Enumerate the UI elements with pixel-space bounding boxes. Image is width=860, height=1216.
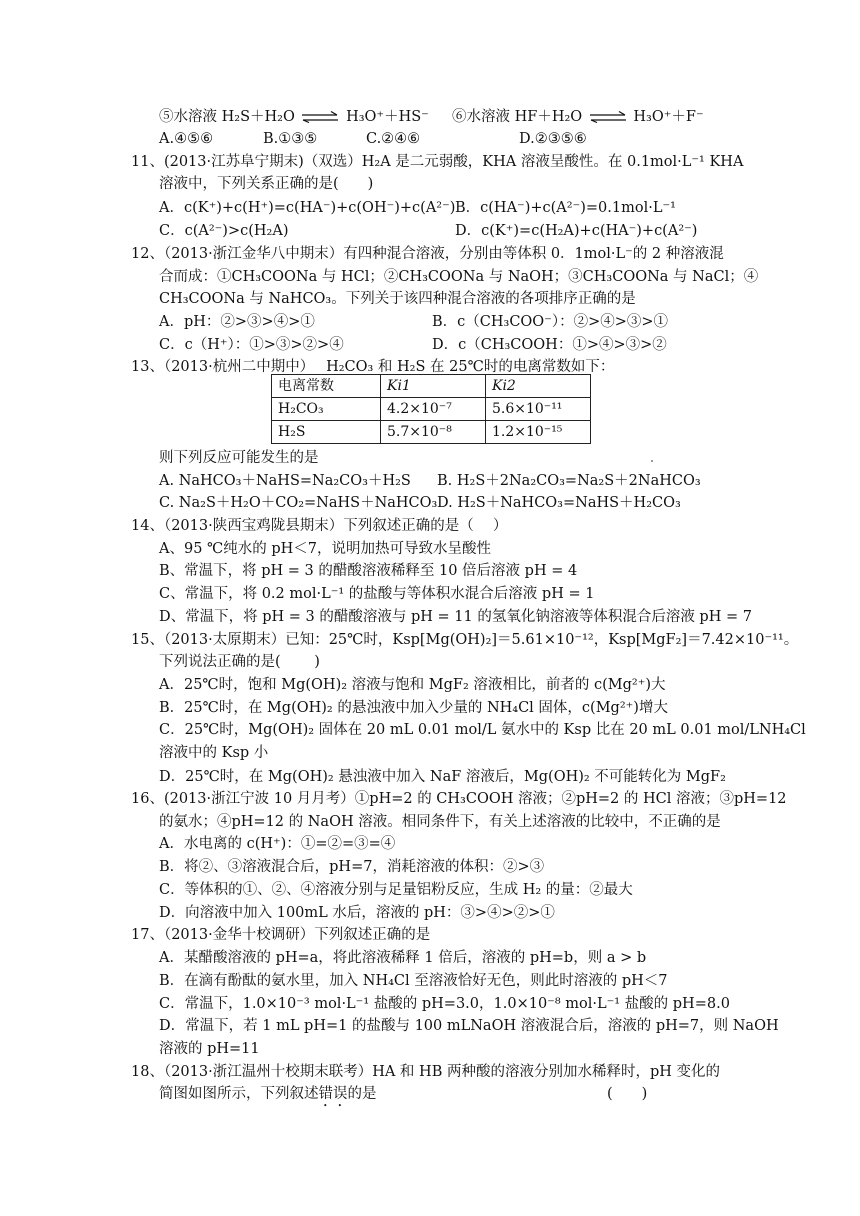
q17-option-d-cont: 溶液的 pH=11 [159,1041,260,1057]
stray-dot [651,460,653,462]
q13-stem: 13、（2013·杭州二中期中） H₂CO₃ 和 H₂S 在 25℃时的电离常数如下： [131,359,615,375]
q11-stem: 11、(2013·江苏阜宁期末)（双选）H₂A 是二元弱酸，KHA 溶液呈酸性。在 0.1mol·L⁻¹ KHA [131,154,744,170]
q11-option-a: A．c(K⁺)+c(H⁺)=c(HA⁻)+c(OH⁻)+c(A²⁻) [159,200,456,216]
q17-option-a: A．某醋酸溶液的 pH=a，将此溶液稀释 1 倍后，溶液的 pH=b，则 a > b [159,950,647,966]
table-cell: 5.6×10⁻¹¹ [486,398,591,421]
table-cell: 1.2×10⁻¹⁵ [486,421,591,444]
table-header-cell: Ki2 [486,375,591,398]
q17-option-d: D．常温下，若 1 mL pH=1 的盐酸与 100 mLNaOH 溶液混合后，溶液的 pH=7，则 NaOH [159,1018,779,1034]
q16-option-a: A．水电离的 c(H⁺)：①=②=③=④ [159,836,396,852]
equilibrium-arrow-icon [301,111,339,123]
table-cell: H₂CO₃ [272,398,381,421]
q17-option-c: C．常温下，1.0×10⁻³ mol·L⁻¹ 盐酸的 pH=3.0，1.0×10⁻⁸ mol·L⁻¹ 盐酸的 pH=8.0 [159,996,730,1012]
q13-option-c: C. Na₂S＋H₂O＋CO₂=NaHS＋NaHCO₃ [159,495,438,511]
q15-option-d: D．25℃时，在 Mg(OH)₂ 悬浊液中加入 NaF 溶液后，Mg(OH)₂ 不可能转化为 MgF₂ [159,769,726,785]
q15-option-c-cont: 溶液中的 Ksp 小 [159,745,269,761]
q18-text-end: 的是 [347,1086,377,1102]
q17-option-b: B．在滴有酚酞的氨水里，加入 NH₄Cl 至溶液恰好无色，则此时溶液的 pH＜7 [159,973,668,989]
q15-stem: 15、（2013·太原期末）已知：25℃时，Ksp[Mg(OH)₂]＝5.61×10⁻¹²，Ksp[MgF₂]＝7.42×10⁻¹¹。 [131,632,799,648]
q11-stem-cont: 溶液中，下列关系正确的是( ) [159,176,374,192]
answer-parentheses: ( ) [607,1086,648,1102]
table-row [272,421,591,444]
q15-option-b: B．25℃时，在 Mg(OH)₂ 的悬浊液中加入少量的 NH₄Cl 固体，c(Mg²⁺)增大 [159,700,668,716]
table-cell: 5.7×10⁻⁸ [381,421,486,444]
q16-stem-cont: 的氨水；④pH=12 的 NaOH 溶液。相同条件下，有关上述溶液的比较中，不正确的是 [159,814,721,830]
q12-option-a: A．pH：②>③>④>① [159,314,315,330]
q17-stem: 17、（2013·金华十校调研）下列叙述正确的是 [131,927,431,943]
table-cell: 4.2×10⁻⁷ [381,398,486,421]
table-header-row [272,375,591,398]
reaction-5-left: ⑤水溶液 H₂S＋H₂O [159,109,295,125]
q14-stem: 14、（2013·陕西宝鸡陇县期末）下列叙述正确的是（ ） [131,518,508,534]
q11-option-b: B．c(HA⁻)+c(A²⁻)=0.1mol·L⁻¹ [455,200,676,216]
q18-stem-cont [159,1083,377,1110]
q15-option-c: C．25℃时，Mg(OH)₂ 固体在 20 mL 0.01 mol/L 氨水中的 Ksp 比在 20 mL 0.01 mol/LNH₄Cl [159,722,806,738]
option-d: D.②③⑤⑥ [519,131,587,147]
q18-text: 简图如图所示，下列叙述 [159,1086,319,1102]
q16-option-d: D．向溶液中加入 100mL 水后，溶液的 pH：③>④>②>① [159,905,555,921]
reaction-5-right: H₃O⁺＋HS⁻ [346,109,429,125]
reaction-6-left: ⑥水溶液 HF＋H₂O [452,109,583,125]
table-header-cell: Ki1 [381,375,486,398]
option-c: C.②④⑥ [366,131,421,147]
q13-option-d: D. H₂S＋NaHCO₃=NaHS＋H₂CO₃ [437,495,681,511]
reaction-line-6 [452,106,704,128]
q12-option-d: D．c（CH₃COOH：①>④>③>② [432,337,667,353]
q12-stem: 12、（2013·浙江金华八中期末）有四种混合溶液，分别由等体积 0．1mol·L⁻的 2 种溶液混 [131,246,724,262]
q11-option-d: D．c(K⁺)=c(H₂A)+c(HA⁻)+c(A²⁻) [455,223,698,239]
q16-option-c: C．等体积的①、②、④溶液分别与足量铝粉反应，生成 H₂ 的量：②最大 [159,882,633,898]
reaction-6-right: H₃O⁺＋F⁻ [633,109,704,125]
table-header-cell: 电离常数 [272,375,381,398]
q12-option-c: C．c（H⁺）：①>③>②>④ [159,337,344,353]
option-b: B.①③⑤ [263,131,318,147]
q16-option-b: B．将②、③溶液混合后，pH=7，消耗溶液的体积：②>③ [159,859,545,875]
emphasis-text: 错误 [318,1086,348,1102]
q13-question: 则下列反应可能发生的是 [159,450,319,466]
q18-stem: 18、（2013·浙江温州十校期末联考）HA 和 HB 两种酸的溶液分别加水稀释时，pH 变化的 [131,1064,720,1080]
q12-stem-cont: 合而成：①CH₃COONa 与 HCl；②CH₃COONa 与 NaOH；③CH₃COONa 与 NaCl；④ [159,269,759,285]
q14-option-d: D、常温下，将 pH = 3 的醋酸溶液与 pH = 11 的氢氧化钠溶液等体积混合后溶液 pH = 7 [159,609,752,625]
q14-option-c: C、常温下，将 0.2 mol·L⁻¹ 的盐酸与等体积水混合后溶液 pH = 1 [159,586,595,602]
q11-option-c: C．c(A²⁻)>c(H₂A) [159,223,289,239]
q16-stem: 16、(2013·浙江宁波 10 月月考）①pH=2 的 CH₃COOH 溶液；②pH=2 的 HCl 溶液；③pH=12 [131,791,787,807]
table-row [272,398,591,421]
q14-option-a: A、95 ℃纯水的 pH＜7，说明加热可导致水呈酸性 [159,541,492,557]
q13-option-a: A. NaHCO₃＋NaHS=Na₂CO₃＋H₂S [159,473,411,489]
ionization-constant-table [271,374,591,444]
reaction-line [159,106,429,128]
q12-option-b: B．c（CH₃COO⁻）：②>④>③>① [432,314,669,330]
equilibrium-arrow-icon [589,111,627,123]
option-a: A.④⑤⑥ [159,131,214,147]
q15-option-a: A．25℃时，饱和 Mg(OH)₂ 溶液与饱和 MgF₂ 溶液相比，前者的 c(Mg²⁺)大 [159,677,666,693]
table-cell: H₂S [272,421,381,444]
q12-stem-cont2: CH₃COONa 与 NaHCO₃。下列关于该四种混合溶液的各项排序正确的是 [159,291,636,307]
q15-stem-cont: 下列说法正确的是( ) [159,654,320,670]
q13-option-b: B. H₂S＋2Na₂CO₃=Na₂S＋2NaHCO₃ [437,473,701,489]
q14-option-b: B、常温下，将 pH = 3 的醋酸溶液稀释至 10 倍后溶液 pH = 4 [159,563,578,579]
